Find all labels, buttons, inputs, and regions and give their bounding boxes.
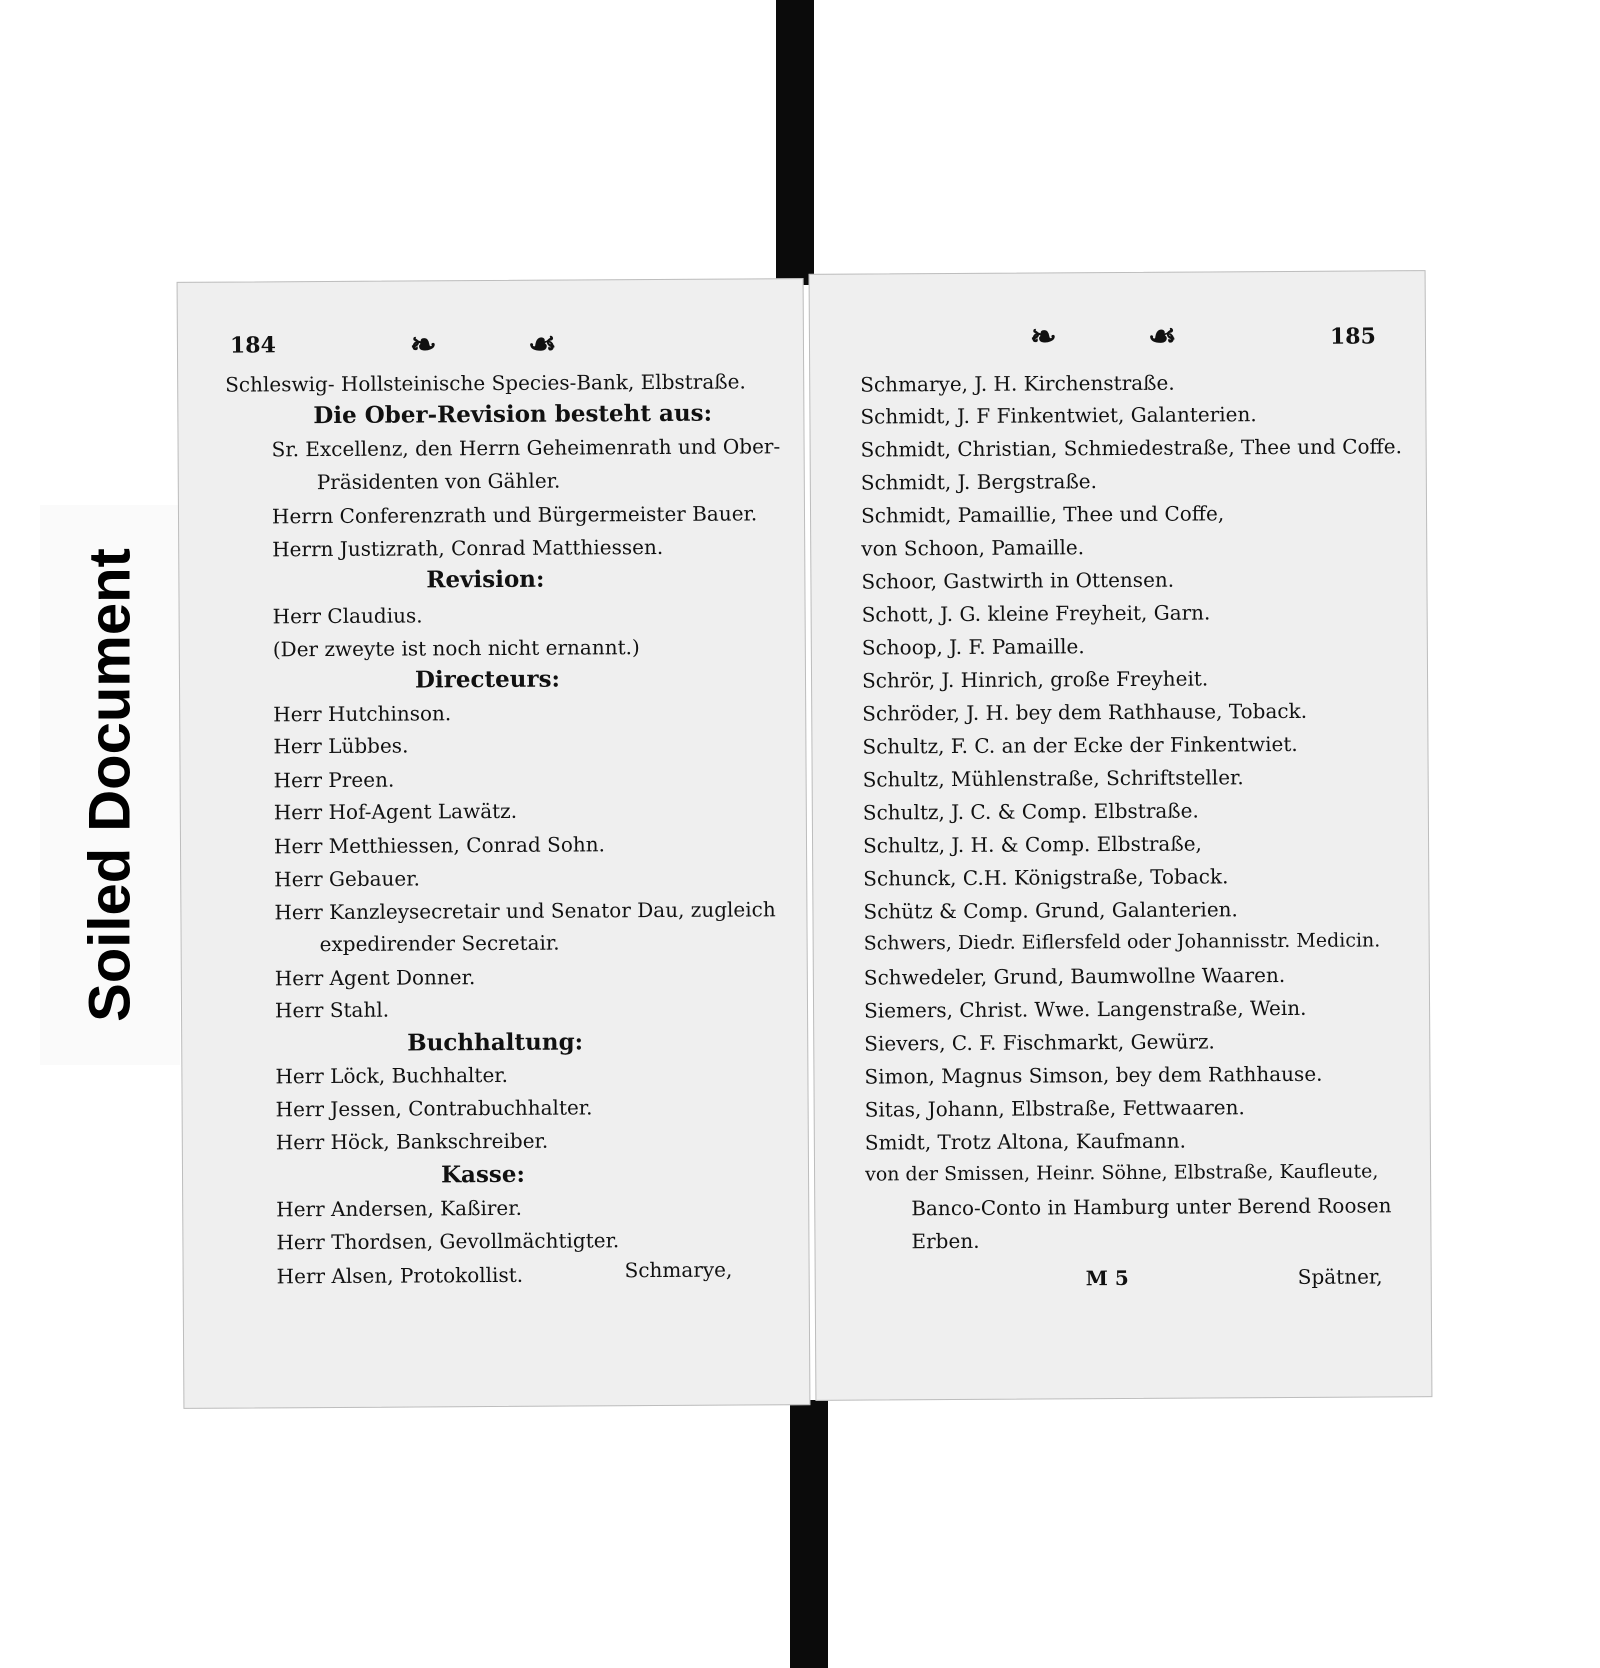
left-page: [177, 278, 811, 1409]
text-line: Herr Claudius.: [272, 603, 423, 629]
text-line: Schunck, C.H. Königstraße, Toback.: [863, 864, 1229, 891]
text-line: Schmidt, J. Bergstraße.: [860, 469, 1098, 495]
text-line: Herr Lübbes.: [273, 733, 409, 759]
text-line: Herr Thordsen, Gevollmächtigter.: [276, 1228, 620, 1255]
binding-spine-top: [776, 0, 814, 285]
text-line: Herr Andersen, Kaßirer.: [276, 1195, 523, 1222]
text-line: Schröder, J. H. bey dem Rathhause, Toback.: [862, 698, 1308, 726]
text-line: Herr Kanzleysecretair und Senator Dau, zugleich: [274, 897, 776, 925]
page-number-left: 184: [229, 332, 276, 359]
text-line: expedirender Secretair.: [319, 930, 560, 957]
text-line: Erben.: [911, 1228, 980, 1254]
text-line: Herr Stahl.: [274, 997, 390, 1023]
text-line: Schmidt, J. F Finkentwiet, Galanterien.: [860, 402, 1257, 429]
page-number-right: 185: [1329, 323, 1376, 350]
text-line: Herr Hutchinson.: [273, 701, 452, 727]
text-line: von der Smissen, Heinr. Söhne, Elbstraße, Kaufleute,: [864, 1160, 1379, 1186]
section-heading: Buchhaltung:: [407, 1028, 584, 1057]
catchword-right: Spätner,: [1297, 1264, 1383, 1289]
text-line: Herr Agent Donner.: [274, 965, 476, 991]
text-line: Herr Jessen, Contrabuchhalter.: [275, 1095, 593, 1122]
binding-spine-bottom: [790, 1400, 828, 1668]
text-line: Schoop, J. F. Pamaille.: [861, 634, 1085, 660]
text-line: Schleswig- Hollsteinische Species-Bank, Elbstraße.: [225, 369, 746, 397]
section-heading: Revision:: [426, 565, 545, 594]
text-line: Herrn Conferenzrath und Bürgermeister Bauer.: [271, 501, 758, 529]
ornament-left: ❧ ☙: [409, 324, 597, 364]
catchword-left: Schmarye,: [624, 1257, 733, 1283]
text-line: Sievers, C. F. Fischmarkt, Gewürz.: [864, 1029, 1215, 1056]
text-line: von Schoon, Pamaille.: [861, 535, 1085, 561]
text-line: Herr Höck, Bankschreiber.: [275, 1128, 549, 1155]
text-line: Schrör, J. Hinrich, große Freyheit.: [861, 666, 1209, 693]
text-line: Schultz, F. C. an der Ecke der Finkentwiet.: [862, 731, 1298, 759]
text-line: Präsidenten von Gähler.: [316, 468, 561, 495]
section-heading: Directeurs:: [414, 665, 561, 694]
text-line: Simon, Magnus Simson, bey dem Rathhause.: [864, 1061, 1323, 1089]
section-heading: Die Ober-Revision besteht aus:: [313, 399, 713, 430]
text-line: Schott, J. G. kleine Freyheit, Garn.: [861, 600, 1211, 627]
text-line: Sr. Excellenz, den Herrn Geheimenrath und Ober-: [271, 434, 781, 462]
text-line: Schultz, Mühlenstraße, Schriftsteller.: [862, 765, 1244, 792]
text-line: Schwers, Diedr. Eiflersfeld oder Johannisstr. Medicin.: [863, 929, 1381, 955]
right-page: [809, 270, 1433, 1401]
text-line: Herr Hof-Agent Lawätz.: [273, 798, 518, 825]
section-heading: Kasse:: [440, 1160, 526, 1189]
signature-mark: M 5: [1085, 1265, 1129, 1291]
text-line: Herr Preen.: [273, 767, 395, 793]
text-line: Herr Alsen, Protokollist.: [276, 1262, 524, 1289]
text-line: Schmidt, Christian, Schmiedestraße, Thee und Coffe.: [860, 434, 1402, 462]
text-line: Schoor, Gastwirth in Ottensen.: [861, 567, 1175, 594]
text-line: Sitas, Johann, Elbstraße, Fettwaaren.: [864, 1095, 1245, 1122]
text-line: Schmarye, J. H. Kirchenstraße.: [860, 370, 1175, 397]
text-line: Banco-Conto in Hamburg unter Berend Roosen: [911, 1193, 1392, 1221]
text-line: Schütz & Comp. Grund, Galanterien.: [863, 897, 1238, 924]
text-line: Herr Gebauer.: [274, 866, 421, 892]
text-line: Schultz, J. C. & Comp. Elbstraße.: [862, 798, 1199, 825]
text-line: Siemers, Christ. Wwe. Langenstraße, Wein.: [863, 995, 1307, 1023]
ornament-right: ❧ ☙: [1029, 316, 1217, 356]
text-line: Schmidt, Pamaillie, Thee und Coffe,: [860, 501, 1225, 528]
soiled-document-label: Soiled Document: [77, 548, 143, 1022]
text-line: Herrn Justizrath, Conrad Matthiessen.: [272, 534, 664, 562]
text-line: (Der zweyte ist noch nicht ernannt.): [272, 635, 640, 662]
text-line: Herr Löck, Buchhalter.: [275, 1062, 509, 1089]
text-line: Smidt, Trotz Altona, Kaufmann.: [864, 1128, 1187, 1155]
text-line: Schultz, J. H. & Comp. Elbstraße,: [862, 831, 1202, 858]
text-line: Schwedeler, Grund, Baumwollne Waaren.: [863, 962, 1286, 990]
text-line: Herr Metthiessen, Conrad Sohn.: [273, 832, 606, 859]
